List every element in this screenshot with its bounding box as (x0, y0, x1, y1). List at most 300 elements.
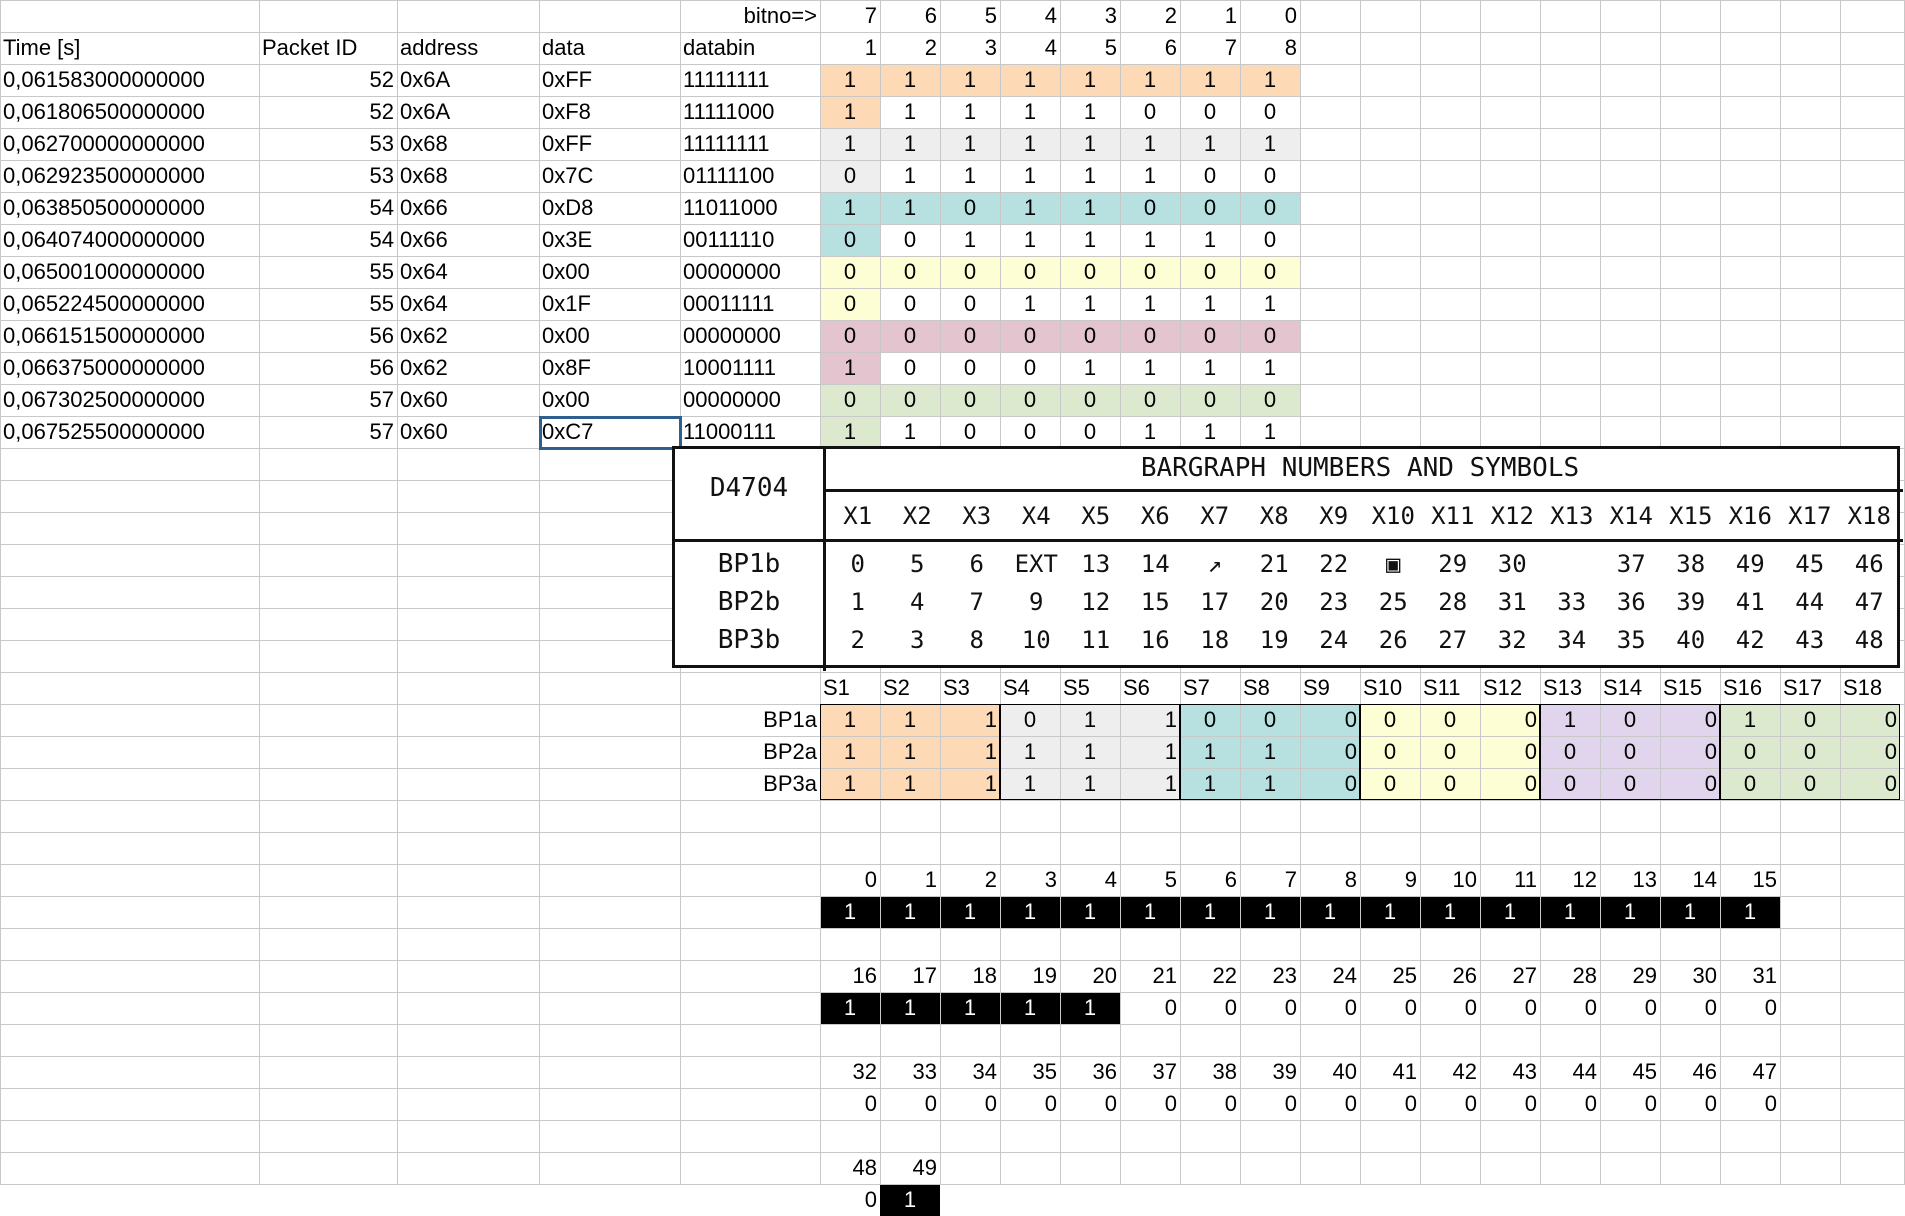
databin-cell[interactable]: 00000000 (683, 387, 781, 412)
segment-cell[interactable]: 0 (1704, 707, 1717, 732)
bargraph-index[interactable]: 34 (972, 1059, 997, 1084)
segment-cell[interactable]: 0 (1344, 739, 1357, 764)
bargraph-index[interactable]: 35 (1032, 1059, 1057, 1084)
bargraph-value[interactable]: 1 (1143, 899, 1157, 924)
data-cell[interactable]: 0x1F (542, 291, 591, 316)
bargraph-index[interactable]: 29 (1632, 963, 1657, 988)
segment-header[interactable]: S9 (1303, 675, 1330, 700)
bargraph-index[interactable]: 26 (1452, 963, 1477, 988)
segment-header[interactable]: S5 (1063, 675, 1090, 700)
bit-cell[interactable]: 1 (903, 99, 917, 124)
bitno-cell[interactable]: 3 (1104, 3, 1117, 28)
bit-cell[interactable]: 1 (903, 419, 917, 444)
address-cell[interactable]: 0x62 (400, 323, 448, 348)
bargraph-index[interactable]: 19 (1032, 963, 1057, 988)
bargraph-index[interactable]: 44 (1572, 1059, 1597, 1084)
segment-header[interactable]: S6 (1123, 675, 1150, 700)
bargraph-index[interactable]: 2 (984, 867, 997, 892)
bit-cell[interactable]: 1 (1143, 227, 1157, 252)
time-cell[interactable]: 0,067525500000000 (3, 419, 205, 444)
segment-cell[interactable]: 1 (1263, 739, 1277, 764)
segment-cell[interactable]: 0 (1443, 707, 1457, 732)
bit-cell[interactable]: 0 (1203, 323, 1217, 348)
segment-cell[interactable]: 0 (1383, 771, 1397, 796)
segment-cell[interactable]: 1 (1023, 771, 1037, 796)
bit-cell[interactable]: 0 (1023, 387, 1037, 412)
bargraph-index[interactable]: 8 (1344, 867, 1357, 892)
bargraph-index[interactable]: 25 (1392, 963, 1417, 988)
packet-cell[interactable]: 53 (369, 163, 394, 188)
bit-cell[interactable]: 0 (1263, 227, 1277, 252)
segment-cell[interactable]: 0 (1803, 739, 1817, 764)
bit-cell[interactable]: 1 (963, 227, 977, 252)
bit-cell[interactable]: 1 (903, 67, 917, 92)
bargraph-value[interactable]: 1 (903, 995, 917, 1020)
segment-header[interactable]: S10 (1363, 675, 1403, 700)
bit-cell[interactable]: 1 (903, 131, 917, 156)
bargraph-value[interactable]: 1 (1083, 899, 1097, 924)
address-cell[interactable]: 0x66 (400, 195, 448, 220)
data-cell[interactable]: 0xC7 (542, 419, 594, 444)
bit-cell[interactable]: 0 (843, 227, 857, 252)
bargraph-index[interactable]: 42 (1452, 1059, 1477, 1084)
bargraph-value[interactable]: 0 (1284, 1091, 1297, 1116)
databin-cell[interactable]: 11011000 (683, 195, 778, 220)
bargraph-value[interactable]: 0 (1464, 1091, 1477, 1116)
bit-cell[interactable]: 1 (1203, 227, 1217, 252)
segment-cell[interactable]: 0 (1563, 739, 1577, 764)
bargraph-index[interactable]: 20 (1092, 963, 1117, 988)
bit-cell[interactable]: 0 (963, 355, 977, 380)
databin-cell[interactable]: 11111000 (683, 99, 775, 124)
bit-cell[interactable]: 1 (1023, 163, 1037, 188)
segment-cell[interactable]: 1 (1743, 707, 1757, 732)
bit-cell[interactable]: 1 (1143, 419, 1157, 444)
packet-cell[interactable]: 55 (369, 259, 394, 284)
segment-cell[interactable]: 0 (1344, 707, 1357, 732)
bitidx-cell[interactable]: 2 (924, 35, 937, 60)
bargraph-value[interactable]: 0 (1344, 1091, 1357, 1116)
bit-cell[interactable]: 1 (903, 195, 917, 220)
bit-cell[interactable]: 1 (1263, 419, 1277, 444)
segment-cell[interactable]: 1 (1164, 739, 1177, 764)
segment-cell[interactable]: 0 (1383, 739, 1397, 764)
bargraph-value[interactable]: 1 (1623, 899, 1637, 924)
bit-cell[interactable]: 0 (1023, 355, 1037, 380)
bargraph-index[interactable]: 24 (1332, 963, 1357, 988)
bargraph-index[interactable]: 22 (1212, 963, 1237, 988)
bargraph-value[interactable]: 0 (1164, 995, 1177, 1020)
bitidx-cell[interactable]: 8 (1284, 35, 1297, 60)
bitno-cell[interactable]: 5 (984, 3, 997, 28)
bargraph-index[interactable]: 11 (1514, 867, 1537, 892)
bitno-cell[interactable]: 6 (924, 3, 937, 28)
bargraph-index[interactable]: 3 (1044, 867, 1057, 892)
bit-cell[interactable]: 0 (1023, 259, 1037, 284)
segment-header[interactable]: S2 (883, 675, 910, 700)
bit-cell[interactable]: 1 (1083, 131, 1097, 156)
bargraph-index[interactable]: 21 (1152, 963, 1177, 988)
bargraph-value[interactable]: 1 (1563, 899, 1577, 924)
time-cell[interactable]: 0,065001000000000 (3, 259, 205, 284)
packet-cell[interactable]: 54 (369, 195, 394, 220)
segment-cell[interactable]: 0 (1623, 707, 1637, 732)
segment-cell[interactable]: 1 (984, 739, 997, 764)
bit-cell[interactable]: 1 (1083, 227, 1097, 252)
address-cell[interactable]: 0x64 (400, 291, 448, 316)
bargraph-value[interactable]: 1 (1023, 899, 1037, 924)
bit-cell[interactable]: 0 (1023, 419, 1037, 444)
bargraph-index[interactable]: 5 (1164, 867, 1177, 892)
bargraph-value[interactable]: 1 (843, 995, 857, 1020)
segment-cell[interactable]: 0 (1263, 707, 1277, 732)
data-cell[interactable]: 0xF8 (542, 99, 591, 124)
bit-cell[interactable]: 1 (1203, 131, 1217, 156)
segment-cell[interactable]: 0 (1623, 739, 1637, 764)
bit-cell[interactable]: 0 (1143, 387, 1157, 412)
bitidx-cell[interactable]: 4 (1044, 35, 1057, 60)
bargraph-index[interactable]: 45 (1632, 1059, 1657, 1084)
bit-cell[interactable]: 1 (1083, 195, 1097, 220)
bargraph-value[interactable]: 0 (864, 1187, 877, 1212)
bit-cell[interactable]: 1 (1023, 227, 1037, 252)
data-cell[interactable]: 0x3E (542, 227, 593, 252)
segment-cell[interactable]: 0 (1443, 739, 1457, 764)
bargraph-value[interactable]: 1 (1683, 899, 1697, 924)
segment-header[interactable]: S1 (823, 675, 850, 700)
bit-cell[interactable]: 0 (843, 323, 857, 348)
bit-cell[interactable]: 0 (963, 387, 977, 412)
address-cell[interactable]: 0x62 (400, 355, 448, 380)
packet-cell[interactable]: 52 (369, 67, 394, 92)
segment-row-label[interactable]: BP2a (763, 739, 817, 764)
bit-cell[interactable]: 0 (1083, 259, 1097, 284)
time-cell[interactable]: 0,067302500000000 (3, 387, 205, 412)
bit-cell[interactable]: 0 (1083, 323, 1097, 348)
bit-cell[interactable]: 0 (1083, 419, 1097, 444)
segment-header[interactable]: S15 (1663, 675, 1703, 700)
col-header-data[interactable]: data (542, 35, 585, 60)
segment-cell[interactable]: 0 (1803, 771, 1817, 796)
bargraph-value[interactable]: 1 (1083, 995, 1097, 1020)
segment-cell[interactable]: 0 (1344, 771, 1357, 796)
segment-cell[interactable]: 1 (1563, 707, 1577, 732)
bargraph-index[interactable]: 41 (1392, 1059, 1417, 1084)
segment-cell[interactable]: 0 (1704, 739, 1717, 764)
packet-cell[interactable]: 57 (369, 419, 394, 444)
time-cell[interactable]: 0,061583000000000 (3, 67, 205, 92)
bargraph-index[interactable]: 43 (1512, 1059, 1537, 1084)
databin-cell[interactable]: 11111111 (683, 131, 770, 156)
segment-cell[interactable]: 1 (1083, 707, 1097, 732)
packet-cell[interactable]: 56 (369, 355, 394, 380)
segment-cell[interactable]: 0 (1884, 739, 1897, 764)
bit-cell[interactable]: 1 (843, 131, 857, 156)
segment-cell[interactable]: 0 (1023, 707, 1037, 732)
segment-cell[interactable]: 0 (1443, 771, 1457, 796)
segment-cell[interactable]: 0 (1563, 771, 1577, 796)
bit-cell[interactable]: 1 (843, 67, 857, 92)
bargraph-index[interactable]: 7 (1284, 867, 1297, 892)
segment-cell[interactable]: 1 (984, 707, 997, 732)
segment-cell[interactable]: 1 (903, 771, 917, 796)
bit-cell[interactable]: 1 (1263, 131, 1277, 156)
bit-cell[interactable]: 0 (963, 323, 977, 348)
data-cell[interactable]: 0x00 (542, 323, 590, 348)
bargraph-index[interactable]: 14 (1692, 867, 1717, 892)
bit-cell[interactable]: 1 (1023, 195, 1037, 220)
segment-cell[interactable]: 0 (1743, 739, 1757, 764)
time-cell[interactable]: 0,063850500000000 (3, 195, 205, 220)
bit-cell[interactable]: 0 (1143, 323, 1157, 348)
bargraph-value[interactable]: 0 (1164, 1091, 1177, 1116)
bitidx-cell[interactable]: 1 (864, 35, 877, 60)
address-cell[interactable]: 0x64 (400, 259, 448, 284)
segment-cell[interactable]: 0 (1884, 707, 1897, 732)
bargraph-index[interactable]: 39 (1272, 1059, 1297, 1084)
packet-cell[interactable]: 53 (369, 131, 394, 156)
bargraph-value[interactable]: 0 (984, 1091, 997, 1116)
bit-cell[interactable]: 1 (963, 163, 977, 188)
bit-cell[interactable]: 1 (1083, 291, 1097, 316)
packet-cell[interactable]: 57 (369, 387, 394, 412)
bargraph-value[interactable]: 1 (1023, 995, 1037, 1020)
bargraph-value[interactable]: 0 (1104, 1091, 1117, 1116)
bit-cell[interactable]: 0 (963, 259, 977, 284)
bargraph-value[interactable]: 1 (843, 899, 857, 924)
bit-cell[interactable]: 0 (1143, 99, 1157, 124)
bit-cell[interactable]: 0 (1203, 195, 1217, 220)
bargraph-value[interactable]: 1 (903, 899, 917, 924)
bit-cell[interactable]: 1 (1203, 355, 1217, 380)
bit-cell[interactable]: 1 (1143, 355, 1157, 380)
data-cell[interactable]: 0x7C (542, 163, 594, 188)
segment-header[interactable]: S18 (1843, 675, 1883, 700)
address-cell[interactable]: 0x68 (400, 163, 448, 188)
col-header-address[interactable]: address (400, 35, 479, 60)
col-header-databin[interactable]: databin (683, 35, 756, 60)
bit-cell[interactable]: 0 (1203, 163, 1217, 188)
bargraph-value[interactable]: 0 (1224, 1091, 1237, 1116)
bit-cell[interactable]: 0 (1263, 387, 1277, 412)
segment-cell[interactable]: 1 (1164, 707, 1177, 732)
bargraph-index[interactable]: 15 (1752, 867, 1777, 892)
bargraph-index[interactable]: 1 (924, 867, 937, 892)
databin-cell[interactable]: 00011111 (683, 291, 775, 316)
packet-cell[interactable]: 54 (369, 227, 394, 252)
bitno-label[interactable]: bitno=> (743, 3, 817, 28)
bargraph-value[interactable]: 0 (864, 1091, 877, 1116)
bargraph-value[interactable]: 1 (1743, 899, 1757, 924)
bit-cell[interactable]: 0 (1143, 195, 1157, 220)
bit-cell[interactable]: 0 (963, 291, 977, 316)
bitidx-cell[interactable]: 6 (1164, 35, 1177, 60)
segment-cell[interactable]: 1 (1023, 739, 1037, 764)
bargraph-value[interactable]: 0 (1644, 995, 1657, 1020)
bit-cell[interactable]: 0 (1203, 387, 1217, 412)
bargraph-index[interactable]: 9 (1404, 867, 1417, 892)
time-cell[interactable]: 0,062923500000000 (3, 163, 205, 188)
segment-cell[interactable]: 0 (1383, 707, 1397, 732)
bargraph-value[interactable]: 0 (1224, 995, 1237, 1020)
bit-cell[interactable]: 0 (903, 227, 917, 252)
bit-cell[interactable]: 1 (1023, 99, 1037, 124)
bit-cell[interactable]: 0 (843, 163, 857, 188)
segment-cell[interactable]: 1 (903, 707, 917, 732)
bargraph-index[interactable]: 16 (852, 963, 877, 988)
segment-header[interactable]: S14 (1603, 675, 1643, 700)
bargraph-index[interactable]: 40 (1332, 1059, 1357, 1084)
segment-header[interactable]: S17 (1783, 675, 1823, 700)
segment-cell[interactable]: 0 (1524, 739, 1537, 764)
bitno-cell[interactable]: 1 (1224, 3, 1237, 28)
segment-cell[interactable]: 1 (1083, 771, 1097, 796)
segment-cell[interactable]: 0 (1524, 707, 1537, 732)
segment-cell[interactable]: 0 (1704, 771, 1717, 796)
segment-cell[interactable]: 0 (1743, 771, 1757, 796)
bargraph-index[interactable]: 37 (1152, 1059, 1177, 1084)
bargraph-value[interactable]: 0 (1524, 1091, 1537, 1116)
bit-cell[interactable]: 1 (1143, 131, 1157, 156)
bit-cell[interactable]: 1 (1083, 99, 1097, 124)
address-cell[interactable]: 0x66 (400, 227, 448, 252)
bargraph-value[interactable]: 1 (1263, 899, 1277, 924)
time-cell[interactable]: 0,062700000000000 (3, 131, 205, 156)
bargraph-index[interactable]: 6 (1224, 867, 1237, 892)
bargraph-value[interactable]: 1 (1383, 899, 1397, 924)
bit-cell[interactable]: 0 (843, 259, 857, 284)
data-cell[interactable]: 0xFF (542, 67, 593, 92)
bit-cell[interactable]: 0 (903, 291, 917, 316)
segment-cell[interactable]: 1 (1083, 739, 1097, 764)
bargraph-value[interactable]: 0 (1404, 1091, 1417, 1116)
segment-cell[interactable]: 1 (1164, 771, 1177, 796)
bit-cell[interactable]: 0 (963, 195, 977, 220)
col-header-packet[interactable]: Packet ID (262, 35, 358, 60)
bit-cell[interactable]: 0 (903, 387, 917, 412)
bit-cell[interactable]: 1 (1203, 67, 1217, 92)
bargraph-value[interactable]: 0 (1404, 995, 1417, 1020)
bit-cell[interactable]: 0 (1023, 323, 1037, 348)
bargraph-index[interactable]: 33 (912, 1059, 937, 1084)
bargraph-value[interactable]: 0 (1704, 995, 1717, 1020)
bitno-cell[interactable]: 4 (1044, 3, 1057, 28)
bit-cell[interactable]: 1 (1263, 67, 1277, 92)
bargraph-value[interactable]: 1 (1203, 899, 1217, 924)
bit-cell[interactable]: 1 (1023, 291, 1037, 316)
bargraph-value[interactable]: 1 (963, 995, 977, 1020)
bargraph-index[interactable]: 46 (1692, 1059, 1717, 1084)
bargraph-value[interactable]: 0 (1704, 1091, 1717, 1116)
bargraph-value[interactable]: 1 (1443, 899, 1457, 924)
time-cell[interactable]: 0,066375000000000 (3, 355, 205, 380)
time-cell[interactable]: 0,064074000000000 (3, 227, 205, 252)
bit-cell[interactable]: 0 (843, 291, 857, 316)
bargraph-index[interactable]: 13 (1632, 867, 1657, 892)
segment-cell[interactable]: 1 (843, 707, 857, 732)
segment-cell[interactable]: 1 (843, 739, 857, 764)
bit-cell[interactable]: 1 (843, 99, 857, 124)
bit-cell[interactable]: 0 (1263, 163, 1277, 188)
bit-cell[interactable]: 1 (963, 99, 977, 124)
segment-cell[interactable]: 0 (1803, 707, 1817, 732)
bargraph-index[interactable]: 12 (1572, 867, 1597, 892)
databin-cell[interactable]: 00000000 (683, 259, 781, 284)
segment-cell[interactable]: 0 (1623, 771, 1637, 796)
segment-cell[interactable]: 1 (903, 739, 917, 764)
data-cell[interactable]: 0x00 (542, 259, 590, 284)
bit-cell[interactable]: 1 (1143, 163, 1157, 188)
databin-cell[interactable]: 10001111 (683, 355, 776, 380)
databin-cell[interactable]: 11111111 (683, 67, 770, 92)
bargraph-value[interactable]: 0 (1584, 995, 1597, 1020)
segment-cell[interactable]: 1 (1263, 771, 1277, 796)
address-cell[interactable]: 0x6A (400, 67, 451, 92)
time-cell[interactable]: 0,066151500000000 (3, 323, 205, 348)
bit-cell[interactable]: 1 (1083, 163, 1097, 188)
bit-cell[interactable]: 0 (1203, 259, 1217, 284)
bargraph-index[interactable]: 38 (1212, 1059, 1237, 1084)
segment-cell[interactable]: 0 (1884, 771, 1897, 796)
bargraph-index[interactable]: 31 (1752, 963, 1777, 988)
bargraph-value[interactable]: 0 (1044, 1091, 1057, 1116)
segment-cell[interactable]: 1 (984, 771, 997, 796)
time-cell[interactable]: 0,065224500000000 (3, 291, 205, 316)
bargraph-value[interactable]: 1 (963, 899, 977, 924)
time-cell[interactable]: 0,061806500000000 (3, 99, 205, 124)
segment-cell[interactable]: 1 (1203, 739, 1217, 764)
bitno-cell[interactable]: 7 (864, 3, 877, 28)
bit-cell[interactable]: 1 (1083, 67, 1097, 92)
bit-cell[interactable]: 1 (843, 419, 857, 444)
bit-cell[interactable]: 0 (843, 387, 857, 412)
bit-cell[interactable]: 1 (1023, 67, 1037, 92)
address-cell[interactable]: 0x6A (400, 99, 451, 124)
bitidx-cell[interactable]: 3 (984, 35, 997, 60)
bargraph-index[interactable]: 36 (1092, 1059, 1117, 1084)
data-cell[interactable]: 0x00 (542, 387, 590, 412)
bit-cell[interactable]: 1 (963, 67, 977, 92)
bit-cell[interactable]: 1 (1143, 67, 1157, 92)
address-cell[interactable]: 0x60 (400, 387, 448, 412)
bargraph-index[interactable]: 49 (912, 1155, 937, 1180)
bargraph-value[interactable]: 0 (1644, 1091, 1657, 1116)
databin-cell[interactable]: 00000000 (683, 323, 781, 348)
bitidx-cell[interactable]: 7 (1224, 35, 1237, 60)
segment-header[interactable]: S4 (1003, 675, 1030, 700)
segment-row-label[interactable]: BP1a (763, 707, 817, 732)
segment-header[interactable]: S13 (1543, 675, 1583, 700)
segment-cell[interactable]: 0 (1203, 707, 1217, 732)
segment-header[interactable]: S8 (1243, 675, 1270, 700)
bargraph-index[interactable]: 30 (1692, 963, 1717, 988)
bit-cell[interactable]: 0 (903, 355, 917, 380)
bargraph-value[interactable]: 0 (924, 1091, 937, 1116)
segment-header[interactable]: S7 (1183, 675, 1210, 700)
bargraph-index[interactable]: 18 (972, 963, 997, 988)
bargraph-index[interactable]: 47 (1752, 1059, 1777, 1084)
bargraph-index[interactable]: 28 (1572, 963, 1597, 988)
bit-cell[interactable]: 0 (1263, 323, 1277, 348)
bit-cell[interactable]: 1 (843, 355, 857, 380)
bit-cell[interactable]: 0 (1263, 195, 1277, 220)
bargraph-value[interactable]: 1 (903, 1187, 917, 1212)
bit-cell[interactable]: 0 (1203, 99, 1217, 124)
databin-cell[interactable]: 11000111 (683, 419, 776, 444)
databin-cell[interactable]: 01111100 (683, 163, 775, 188)
bargraph-index[interactable]: 0 (864, 867, 877, 892)
bit-cell[interactable]: 0 (903, 323, 917, 348)
